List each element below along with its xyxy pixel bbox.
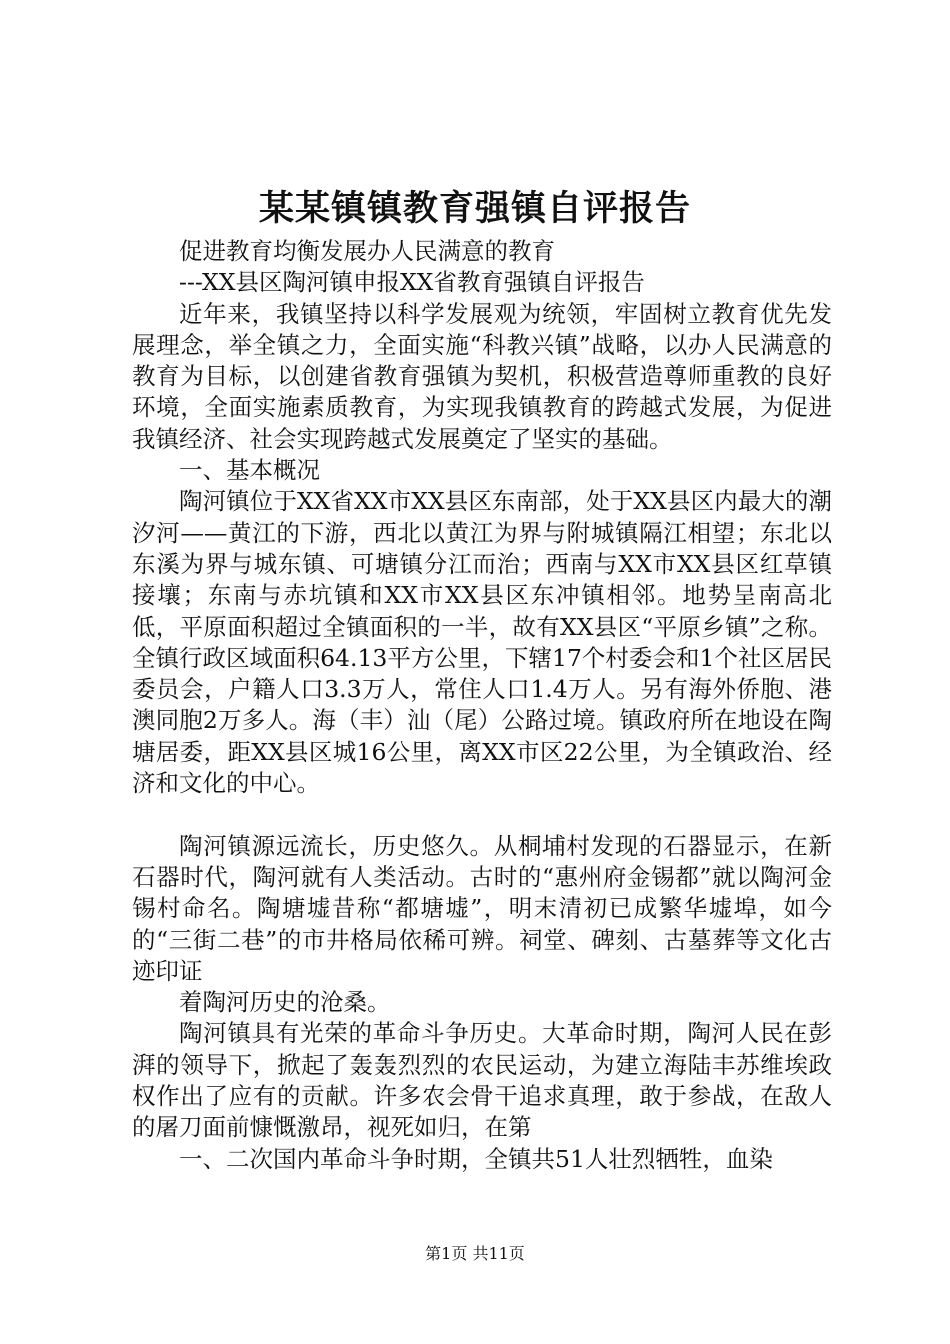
- paragraph-revolution-continued: 一、二次国内革命斗争时期，全镇共51人壮烈牺牲，血染: [179, 1144, 773, 1173]
- page-footer: 第1页 共11页: [425, 1244, 525, 1263]
- document-subtitle: 促进教育均衡发展办人民满意的教育: [179, 237, 555, 265]
- blank-line: [132, 799, 832, 830]
- paragraph-revolution: 陶河镇具有光荣的革命斗争历史。大革命时期，陶河人民在彭湃的领导下，掀起了轰轰烈烈的农民运动，为建立海陆丰苏维埃政权作出了应有的贡献。许多农会骨干追求真理，敢于参战，在敌人的屠刀面前慷慨激昂，视死如归，在第: [132, 1019, 832, 1142]
- document-title: 某某镇镇教育强镇自评报告: [258, 188, 691, 229]
- paragraph-history: 陶河镇源远流长，历史悠久。从桐埔村发现的石器显示，在新石器时代，陶河就有人类活动。古时的“惠州府金锡都”就以陶河金锡村命名。陶塘墟昔称“都塘墟”，明末清初已成繁华墟埠，如今的“三街二巷”的市井格局依稀可辨。祠堂、碑刻、古墓葬等文化古迹印证: [132, 831, 832, 985]
- section-heading-basic-overview: 一、基本概况: [179, 456, 320, 485]
- paragraph-history-continued: 着陶河历史的沧桑。: [179, 988, 391, 1017]
- paragraph-location: 陶河镇位于XX省XX市XX县区东南部，处于XX县区内最大的潮汐河——黄江的下游，西北以黄江为界与附城镇隔江相望；东北以东溪为界与城东镇、可塘镇分江而治；西南与XX市XX县区红草镇接壤；东南与赤坑镇和XX市XX县区东冲镇相邻。地势呈南高北低，平原面积超过全镇面积的一半，故有XX县区“平原乡镇”之称。全镇行政区域面积64.13平方公里，下辖17个村委会和1个社区居民委员会，户籍人口3.3万人，常住人口1.4万人。另有海外侨胞、港澳同胞2万多人。海（丰）汕（尾）公路过境。镇政府所在地设在陶塘居委，距XX县区城16公里，离XX市区22公里，为全镇政治、经济和文化的中心。: [132, 487, 832, 798]
- document-subtitle-2: ---XX县区陶河镇申报XX省教育强镇自评报告: [179, 268, 645, 297]
- paragraph-intro: 近年来，我镇坚持以科学发展观为统领，牢固树立教育优先发展理念，举全镇之力，全面实施“科教兴镇”战略，以办人民满意的教育为目标，以创建省教育强镇为契机，积极营造尊师重教的良好环境，全面实施素质教育，为实现我镇教育的跨越式发展，为促进我镇经济、社会实现跨越式发展奠定了坚实的基础。: [132, 299, 832, 453]
- document-body: [132, 236, 832, 1175]
